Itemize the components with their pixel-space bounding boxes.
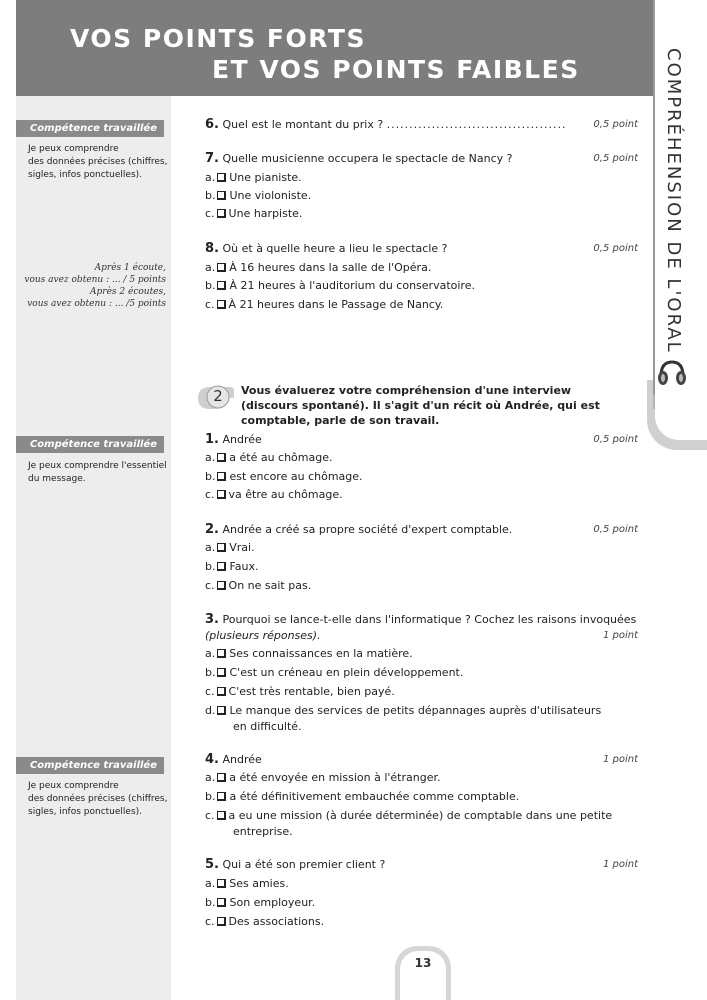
question-number: 4. <box>205 752 219 767</box>
option-letter: c. <box>205 915 215 928</box>
option-text: Le manque des services de petits dépannages auprès d'utilisateurs <box>229 704 602 717</box>
option-letter: a. <box>205 647 216 660</box>
option-letter: b. <box>205 279 216 292</box>
score-line: Après 1 écoute, <box>94 263 166 273</box>
option-text: a eu une mission (à durée déterminée) de comptable dans une petite <box>228 809 613 822</box>
option-row[interactable] <box>205 450 625 466</box>
competence-text <box>28 460 168 486</box>
question-points: 1 point <box>602 630 638 641</box>
competence-text-line: du message. <box>28 474 86 484</box>
question-note: (plusieurs réponses). <box>205 629 321 642</box>
checkbox[interactable] <box>217 209 226 218</box>
option-letter: a. <box>205 451 216 464</box>
option-text: est encore au chômage. <box>229 470 363 483</box>
option-row[interactable] <box>205 559 625 575</box>
competence-text-line: des données précises (chiffres, <box>28 794 168 804</box>
question-2 <box>205 522 638 538</box>
option-row[interactable] <box>205 278 625 294</box>
option-row[interactable] <box>205 540 625 556</box>
option-letter: c. <box>205 685 215 698</box>
question-number: 3. <box>205 612 219 627</box>
checkbox[interactable] <box>217 263 226 272</box>
option-letter: b. <box>205 560 216 573</box>
option-text: a été envoyée en mission à l'étranger. <box>229 771 441 784</box>
option-row[interactable] <box>205 895 625 911</box>
section-number: 2 <box>213 387 223 405</box>
option-row[interactable] <box>205 876 625 892</box>
option-row[interactable] <box>205 206 625 222</box>
competence-text-line: des données précises (chiffres, <box>28 157 168 167</box>
question-text: Quelle musicienne occupera le spectacle de Nancy ? <box>222 152 513 165</box>
question-7 <box>205 151 638 167</box>
option-row[interactable] <box>205 487 625 503</box>
option-letter: a. <box>205 541 216 554</box>
question-8 <box>205 241 638 257</box>
side-tab-label-wrap <box>660 48 686 354</box>
question-number: 6. <box>205 117 219 132</box>
score-line: vous avez obtenu : ... /5 points <box>27 299 166 309</box>
competence-text <box>28 143 168 182</box>
side-tab-label: COMPRÉHENSION DE L'ORAL <box>663 48 684 354</box>
option-text: Une harpiste. <box>228 207 303 220</box>
option-row[interactable] <box>205 684 625 700</box>
option-row[interactable] <box>205 170 625 186</box>
option-letter: b. <box>205 189 216 202</box>
checkbox[interactable] <box>217 300 226 309</box>
checkbox[interactable] <box>217 668 226 677</box>
competence-text-line: sigles, infos ponctuelles). <box>28 170 143 180</box>
option-text: Des associations. <box>228 915 325 928</box>
sidebar-background <box>16 96 171 1000</box>
checkbox[interactable] <box>217 687 226 696</box>
checkbox[interactable] <box>217 792 226 801</box>
option-row[interactable] <box>205 188 625 204</box>
section-number-badge <box>196 384 236 412</box>
question-number: 2. <box>205 522 219 537</box>
checkbox[interactable] <box>217 281 226 290</box>
option-letter: a. <box>205 171 216 184</box>
competence-text-line: Je peux comprendre <box>28 781 119 791</box>
option-text: Ses amies. <box>229 877 289 890</box>
option-row[interactable] <box>205 297 625 313</box>
option-text: À 21 heures dans le Passage de Nancy. <box>228 298 444 311</box>
question-3 <box>205 612 638 628</box>
question-text: Andrée <box>222 433 262 446</box>
question-points: 0,5 point <box>593 243 638 254</box>
question-5 <box>205 857 638 873</box>
option-row[interactable] <box>205 914 625 930</box>
option-text-continued: entreprise. <box>233 825 293 838</box>
question-number: 8. <box>205 241 219 256</box>
option-text: On ne sait pas. <box>228 579 312 592</box>
option-letter: c. <box>205 488 215 501</box>
option-letter: c. <box>205 207 215 220</box>
checkbox[interactable] <box>217 543 226 552</box>
question-points: 1 point <box>602 859 638 870</box>
checkbox[interactable] <box>217 453 226 462</box>
option-text: Une violoniste. <box>229 189 312 202</box>
checkbox[interactable] <box>217 472 226 481</box>
checkbox[interactable] <box>217 706 226 715</box>
competence-text-line: Je peux comprendre l'essentiel <box>28 461 167 471</box>
question-points: 1 point <box>602 754 638 765</box>
checkbox[interactable] <box>217 490 226 499</box>
question-number: 7. <box>205 151 219 166</box>
checkbox[interactable] <box>217 773 226 782</box>
question-number: 5. <box>205 857 219 872</box>
competence-text <box>28 780 168 819</box>
checkbox[interactable] <box>217 191 226 200</box>
option-text: Une pianiste. <box>229 171 302 184</box>
option-letter: c. <box>205 298 215 311</box>
option-row[interactable] <box>205 646 625 662</box>
option-row[interactable] <box>205 469 625 485</box>
question-text: Andrée a créé sa propre société d'expert comptable. <box>222 523 513 536</box>
checkbox[interactable] <box>217 898 226 907</box>
checkbox[interactable] <box>217 173 226 182</box>
side-tab-border <box>653 0 655 395</box>
question-points: 0,5 point <box>593 434 638 445</box>
page-title-line1: VOS POINTS FORTS <box>70 24 366 53</box>
option-text: À 16 heures dans la salle de l'Opéra. <box>229 261 432 274</box>
competence-text-line: sigles, infos ponctuelles). <box>28 807 143 817</box>
option-letter: b. <box>205 666 216 679</box>
competence-label: Compétence travaillée <box>16 757 164 774</box>
option-row[interactable] <box>205 789 625 805</box>
option-text: À 21 heures à l'auditorium du conservatoire. <box>229 279 475 292</box>
score-line: vous avez obtenu : ... / 5 points <box>24 275 166 285</box>
question-points: 0,5 point <box>593 119 638 130</box>
option-letter: c. <box>205 809 215 822</box>
option-text-continued: en difficulté. <box>233 720 302 733</box>
option-letter: a. <box>205 877 216 890</box>
question-points: 0,5 point <box>593 153 638 164</box>
option-row[interactable] <box>205 665 625 681</box>
question-text: Qui a été son premier client ? <box>222 858 386 871</box>
option-row[interactable] <box>205 260 625 276</box>
question-points: 0,5 point <box>593 524 638 535</box>
option-text: a été au chômage. <box>229 451 333 464</box>
page-title-line2: ET VOS POINTS FAIBLES <box>212 55 580 84</box>
option-text: Vrai. <box>229 541 255 554</box>
option-text: Faux. <box>229 560 259 573</box>
option-text: C'est un créneau en plein développement. <box>229 666 464 679</box>
option-letter: d. <box>205 704 216 717</box>
question-number: 1. <box>205 432 219 447</box>
checkbox[interactable] <box>217 581 226 590</box>
option-letter: a. <box>205 261 216 274</box>
option-letter: c. <box>205 579 215 592</box>
option-row[interactable] <box>205 578 625 594</box>
question-text: Où et à quelle heure a lieu le spectacle ? <box>222 242 448 255</box>
option-text: C'est très rentable, bien payé. <box>228 685 395 698</box>
question-text: Pourquoi se lance-t-elle dans l'informatique ? Cochez les raisons invoquées <box>222 613 637 626</box>
checkbox[interactable] <box>217 917 226 926</box>
option-text: a été définitivement embauchée comme comptable. <box>229 790 520 803</box>
option-text: Son employeur. <box>229 896 316 909</box>
question-6 <box>205 117 638 133</box>
checkbox[interactable] <box>217 811 226 820</box>
answer-line[interactable]: ........................................ <box>386 118 567 131</box>
option-text: va être au chômage. <box>228 488 343 501</box>
question-text: Quel est le montant du prix ? <box>222 118 384 131</box>
option-row[interactable] <box>205 808 625 840</box>
option-row[interactable] <box>205 703 625 735</box>
option-text: Ses connaissances en la matière. <box>229 647 413 660</box>
option-letter: b. <box>205 790 216 803</box>
option-letter: b. <box>205 470 216 483</box>
page-number: 13 <box>400 951 446 1000</box>
headphones-icon <box>656 358 688 386</box>
question-text: Andrée <box>222 753 262 766</box>
question-3-line2 <box>205 628 638 644</box>
question-1 <box>205 432 638 448</box>
option-row[interactable] <box>205 770 625 786</box>
score-line: Après 2 écoutes, <box>90 287 166 297</box>
checkbox[interactable] <box>217 562 226 571</box>
competence-label: Compétence travaillée <box>16 120 164 137</box>
score-summary <box>24 262 166 310</box>
competence-label: Compétence travaillée <box>16 436 164 453</box>
competence-text-line: Je peux comprendre <box>28 144 119 154</box>
question-4 <box>205 752 638 768</box>
option-letter: a. <box>205 771 216 784</box>
option-letter: b. <box>205 896 216 909</box>
checkbox[interactable] <box>217 879 226 888</box>
checkbox[interactable] <box>217 649 226 658</box>
section-intro: Vous évaluerez votre compréhension d'une interview (discours spontané). Il s'agit d'un récit où Andrée, qui est comptable, parle de son travail. <box>241 384 600 427</box>
